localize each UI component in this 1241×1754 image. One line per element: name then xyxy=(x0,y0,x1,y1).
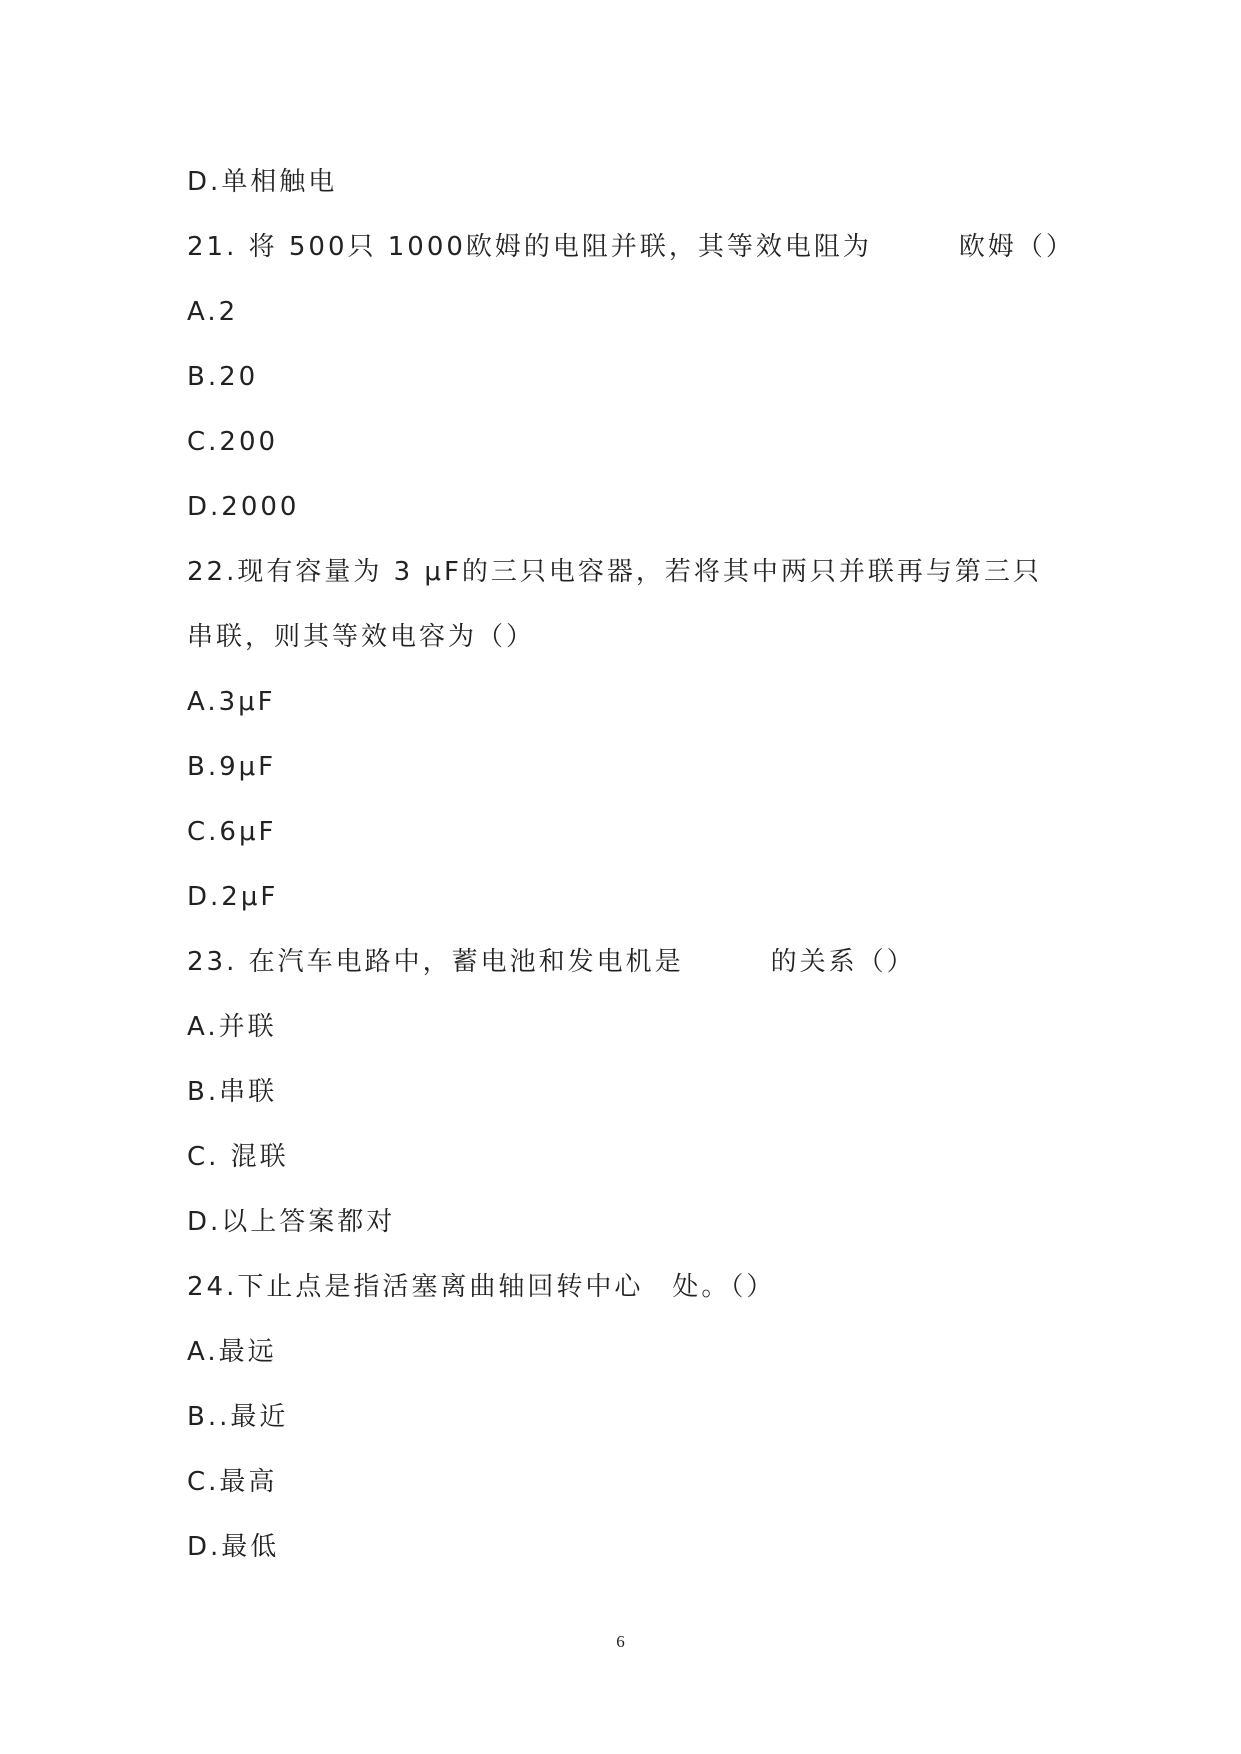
question-22: 22.现有容量为 3 μF的三只电容器，若将其中两只并联再与第三只 xyxy=(187,557,1042,587)
question-23: 23. 在汽车电路中，蓄电池和发电机是 的关系（） xyxy=(187,947,916,977)
question-22-continued: 串联，则其等效电容为（） xyxy=(187,622,536,652)
option-24a: A.最远 xyxy=(187,1337,277,1367)
option-23d: D.以上答案都对 xyxy=(187,1207,396,1237)
option-22c: C.6μF xyxy=(187,817,277,847)
option-21a: A.2 xyxy=(187,297,239,327)
option-24b: B..最近 xyxy=(187,1402,289,1432)
option-24c: C.最高 xyxy=(187,1467,278,1497)
option-21d: D.2000 xyxy=(187,492,300,522)
option-22b: B.9μF xyxy=(187,752,277,782)
option-24d: D.最低 xyxy=(187,1532,280,1562)
option-21c: C.200 xyxy=(187,427,279,457)
page-number: 6 xyxy=(616,1632,625,1651)
option-23a: A.并联 xyxy=(187,1012,277,1042)
option-23c: C. 混联 xyxy=(187,1142,289,1172)
option-23b: B.串联 xyxy=(187,1077,278,1107)
option-22a: A.3μF xyxy=(187,687,276,717)
option-21b: B.20 xyxy=(187,362,259,392)
question-21: 21. 将 500只 1000欧姆的电阻并联，其等效电阻为 欧姆（） xyxy=(187,232,1075,262)
question-24: 24.下止点是指活塞离曲轴回转中心 处。（） xyxy=(187,1272,776,1302)
option-22d: D.2μF xyxy=(187,882,279,912)
option-20d: D.单相触电 xyxy=(187,167,338,197)
